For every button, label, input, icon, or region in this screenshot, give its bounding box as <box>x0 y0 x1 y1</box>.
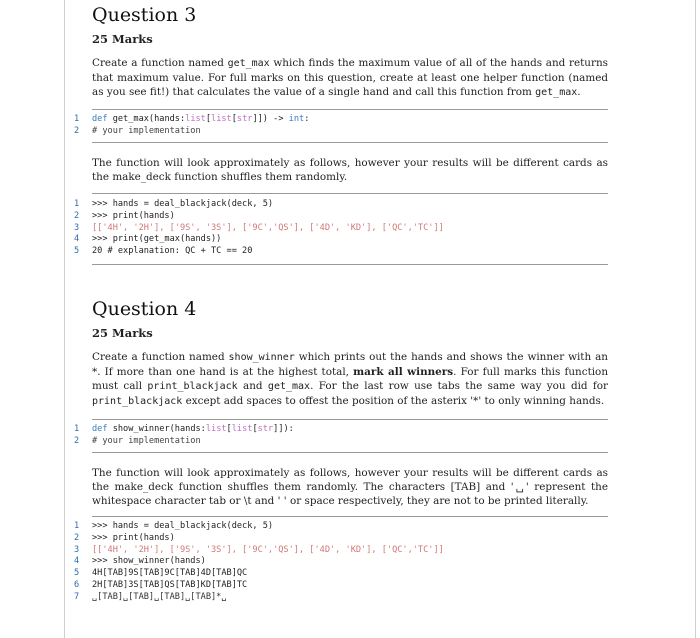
question-3-code-stub <box>74 114 614 138</box>
code-block-rule <box>92 142 608 143</box>
question-4-description: Create a function named show_winner which prints out the hands and shows the winner with an *. If more than one hand is at the highest total, mark all winners. For full marks this function must call print_blackjack and get_max. For the last row use tabs the same way you did for print_blackjack except add spaces to offest the position of the asterix '*' to only winning hands. <box>92 351 609 407</box>
question-3-marks: 25 Marks <box>92 32 153 46</box>
code-block-rule <box>92 419 608 420</box>
code-line: 5 4H[TAB]9S[TAB]9C[TAB]4D[TAB]QC <box>74 568 248 579</box>
code-line: 6 2H[TAB]3S[TAB]QS[TAB]KD[TAB]TC <box>74 579 248 590</box>
code-line: 1 def get_max(hands:list[list[str]]) -> int: <box>74 114 310 124</box>
code-block-rule <box>92 109 608 110</box>
code-line: 1 >>> hands = deal_blackjack(deck, 5) <box>74 521 274 531</box>
code-line: 2 >>> print(hands) <box>74 532 175 543</box>
code-line: 3 [['4H', '2H'], ['9S', '3S'], ['9C','QS'], ['4D', 'KD'], ['QC','TC']] <box>74 544 444 555</box>
question-3-example-code <box>74 199 614 258</box>
code-line: 4 >>> show_winner(hands) <box>74 556 206 567</box>
code-block-rule <box>92 193 608 194</box>
code-line: 2 >>> print(hands) <box>74 210 175 221</box>
question-4-example-code <box>74 521 614 604</box>
code-line: 4 >>> print(get_max(hands)) <box>74 234 222 245</box>
question-4-title: Question 4 <box>92 298 197 320</box>
code-line: 2 # your implementation <box>74 125 201 136</box>
question-3-description: Create a function named get_max which finds the maximum value of all of the hands and returns that maximum value. For full marks on this question, create at least one helper function (named as you see fit!) that calculates the value of a single hand and call this function from get_max. <box>92 57 608 98</box>
code-line: 7 ␣[TAB]␣[TAB]␣[TAB]␣[TAB]*␣ <box>74 591 227 602</box>
code-block-rule <box>92 264 608 265</box>
question-4-example-intro: The function will look approximately as follows, however your results will be different cards as the make_deck function shuffles them randomly. The characters [TAB] and '␣' represent the whitespace character tab or \t and ' ' or space respectively, they are not to be printed literally. <box>92 467 608 507</box>
code-line: 3 [['4H', '2H'], ['9S', '3S'], ['9C','QS'], ['4D', 'KD'], ['QC','TC']] <box>74 222 444 233</box>
code-line: 2 # your implementation <box>74 435 201 446</box>
code-line: 1 def show_winner(hands:list[list[str]]): <box>74 424 294 434</box>
code-line: 5 20 # explanation: QC + TC == 20 <box>74 246 253 257</box>
code-block-rule <box>92 452 608 453</box>
question-3-title: Question 3 <box>92 4 197 26</box>
question-4-code-stub <box>74 424 614 448</box>
code-line: 1 >>> hands = deal_blackjack(deck, 5) <box>74 199 274 209</box>
question-3-example-intro: The function will look approximately as follows, however your results will be different cards as the make_deck function shuffles them randomly. <box>92 157 608 183</box>
code-block-rule <box>92 516 608 517</box>
question-4-marks: 25 Marks <box>92 326 153 340</box>
